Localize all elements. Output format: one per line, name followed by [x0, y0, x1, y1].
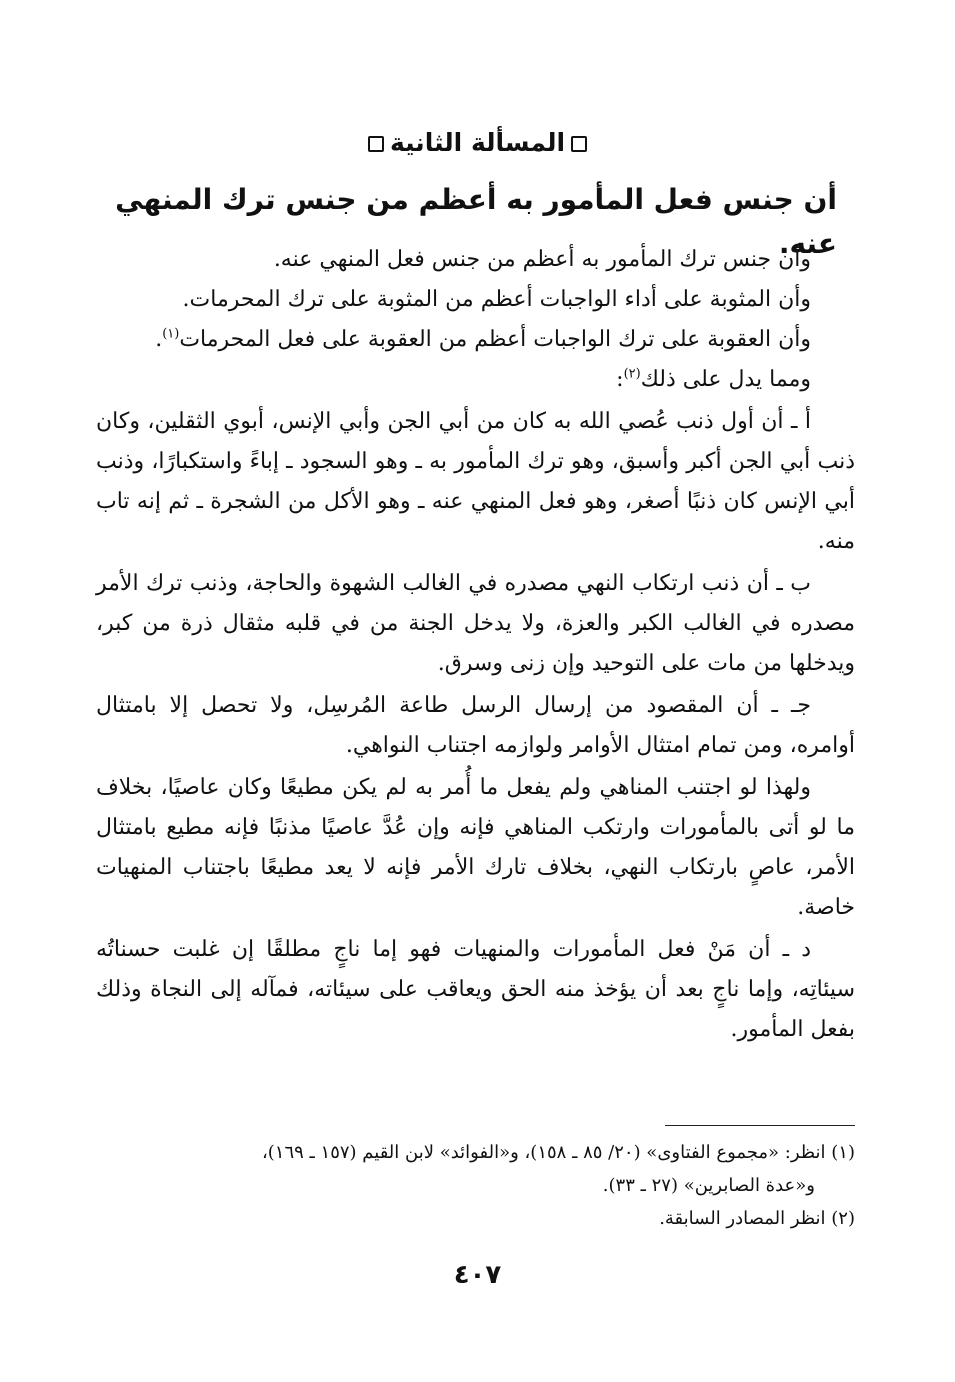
heading-text: المسألة الثانية — [389, 128, 566, 157]
section-d: د ـ أن مَنْ فعل المأمورات والمنهيات فهو إما ناجٍ مطلقًا إن غلبت حسناتُه سيئاتِه، وإما ناجٍ بعد أن يؤخذ منه الحق ويعاقب على سيئاته، فمآله إلى النجاة وذلك بفعل المأمور. — [96, 937, 855, 1042]
rule-statement: أن جنس فعل المأمور به أعظم من جنس ترك المنهي عنه. — [115, 183, 837, 260]
footnote-ref-1[interactable]: (١) — [162, 326, 180, 342]
box-ornament-icon — [571, 136, 587, 152]
footnotes — [100, 1136, 855, 1235]
page-number: ٤٠٧ — [453, 1260, 502, 1290]
section-heading — [0, 128, 955, 157]
box-ornament-icon — [368, 136, 384, 152]
intro-line-4: ومما يدل على ذلك$^{(٢)}$: — [616, 366, 811, 392]
section-c-continued: ولهذا لو اجتنب المناهي ولم يفعل ما أُمر به لم يكن مطيعًا وكان عاصيًا، بخلاف ما لو أتى بالمأمورات وارتكب المناهي فإنه وإن عُدَّ عاصيًا مذنبًا فإنه مطيع بامتثال الأمر، عاصٍ بارتكاب النهي، بخلاف تارك الأمر فإنه لا يعد مطيعًا باجتناب المنهيات خاصة. — [96, 775, 855, 920]
footnote-1: (١) انظر: «مجموع الفتاوى» (٢٠/ ٨٥ ـ ١٥٨)، و«الفوائد» لابن القيم (١٥٧ ـ ١٦٩)، — [261, 1142, 855, 1163]
section-a: أ ـ أن أول ذنب عُصي الله به كان من أبي الجن وأبي الإنس، أبوي الثقلين، وكان ذنب أبي الجن أكبر وأسبق، وهو ترك المأمور به ـ وهو السجود ـ إباءً واستكبارًا، وذنب أبي الإنس كان ذنبًا أصغر، وهو فعل المنهي عنه ـ وهو الأكل من الشجرة ـ ثم إنه تاب منه. — [96, 409, 855, 554]
footnote-1-continued: و«عدة الصابرين» (٢٧ ـ ٣٣). — [602, 1175, 815, 1196]
intro-line-3: وأن العقوبة على ترك الواجبات أعظم من العقوبة على فعل المحرمات$^{(١)}$. — [155, 326, 811, 352]
footnote-ref-2[interactable]: (٢) — [623, 366, 641, 382]
intro-line-1: وأن جنس ترك المأمور به أعظم من جنس فعل المنهي عنه. — [273, 247, 811, 272]
main-text — [96, 240, 855, 1050]
section-c: جـ ـ أن المقصود من إرسال الرسل طاعة المُرسِل، ولا تحصل إلا بامتثال أوامره، ومن تمام امتثال الأوامر ولوازمه اجتناب النواهي. — [96, 693, 855, 758]
intro-line-2: وأن المثوبة على أداء الواجبات أعظم من المثوبة على ترك المحرمات. — [182, 287, 811, 312]
section-b: ب ـ أن ذنب ارتكاب النهي مصدره في الغالب الشهوة والحاجة، وذنب ترك الأمر مصدره في الغالب الكبر والعزة، ولا يدخل الجنة من في قلبه مثقال ذرة من كبر، ويدخلها من مات على التوحيد وإن زنى وسرق. — [96, 571, 855, 676]
footnote-2: (٢) انظر المصادر السابقة. — [659, 1208, 855, 1229]
footnote-divider — [665, 1125, 855, 1126]
